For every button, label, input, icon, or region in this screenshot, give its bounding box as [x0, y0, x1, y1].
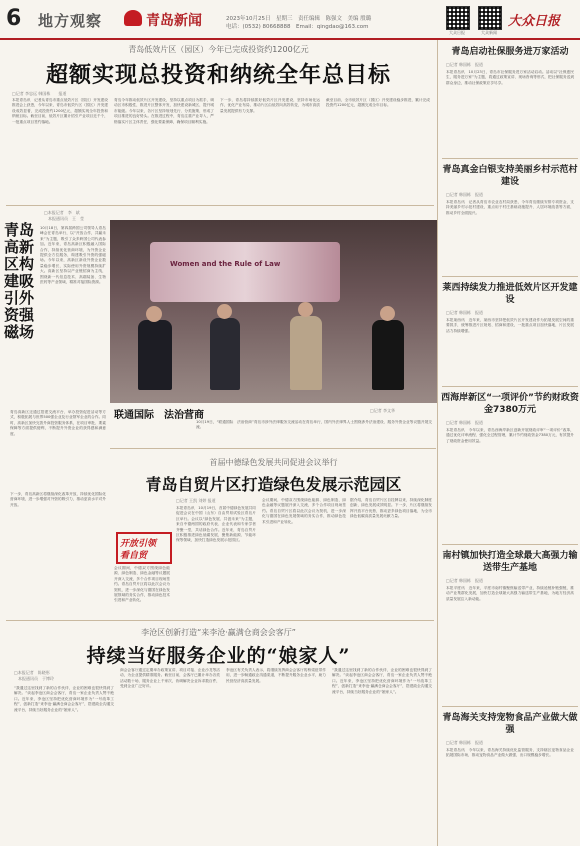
right-r6-byline: □记者 韩国栋 报道 [446, 740, 484, 745]
article3-kicker: 首届中德绿色发展共同促进会议举行 [209, 458, 338, 467]
right-r5-body: 本报平度讯 近年来，平度市南村镇聚焦输送带产业，持续延链补链强链，推动产业集群化发展，加快打造全球最大高强力输送带生产基地，为地方经济高质量发展注入新动能。 [446, 586, 574, 601]
divider [442, 706, 578, 707]
article1-body: 青岛今年推动低效片区开发建设，坚持以重点项目为抓手，调动区市积极性，推进片区整体开发，加快建设新城区，提升城市能级。今年以来，各片区坚持规划先行、分类施策，形成了项目推进的良好势头。在推进过程中，青岛注重产业导入，严格落实片区主体责任，强化要素保障，确保项目顺利实施。 [114, 98, 214, 124]
article1-kicker: 青岛低效片区（园区）今年已完成投资约1200亿元 [128, 45, 309, 54]
person-figure [138, 320, 172, 390]
divider [442, 386, 578, 387]
person-figure [210, 318, 240, 390]
person-figure [372, 320, 404, 390]
right-r3-title: 莱西持续发力推进低效片区开发建设 [442, 283, 578, 305]
right-r6-body: 本报青岛讯 今年以来，青岛海关持续优化监管服务，支持辖区宠物食品企业拓展国际市场，推动宠物食品产业做大做强，出口规模稳步增长。 [446, 748, 574, 758]
article1-body: 下一步，青岛将持续抓好低效片区开发建设，坚持市场化运作，优化产业布局，推动片区由低效向高效转变，为城市高质量发展提供有力支撑。 [220, 98, 320, 113]
article2-title: 青岛高新区构建吸引外资强磁场 [4, 221, 35, 341]
article4-byline: □本报记者 陈晓彤 本报通讯员 于博玲 [14, 670, 54, 681]
right-r2-body: 本报青岛讯 记者从青岛市农业农村局获悉，今年青岛继续安排专项资金，支持美丽乡村示范村建设，重点用于村庄基础设施提升、人居环境改善等方面，推动乡村全面振兴。 [446, 200, 574, 215]
article3-body: 据介绍，青岛自贸片区自挂牌以来，持续深化制度创新，绿色发展成效明显。下一步，片区将继续发挥开放平台优势，推动更多绿色项目落地，为全市绿色低碳高质量发展贡献力量。 [350, 498, 432, 519]
photo-caption-title: 联通国际 法治营商 [114, 410, 204, 421]
divider [6, 205, 434, 206]
article3-body: 会议期间，中德双方围绕绿色能源、绿色制造、绿色金融等议题展开深入交流，多个合作项目现场签约。青岛自贸片区将以此次会议为契机，进一步深化与德国在绿色发展领域的务实合作，推动绿色技术引进和产业转化。 [262, 498, 346, 524]
right-r3-byline: □记者 韩国栋 报道 [446, 310, 484, 315]
right-r1-title: 青岛启动社保服务进万家活动 [451, 47, 569, 57]
right-r4-title: 西海岸新区“一项评价”节约财政资金7380万元 [441, 393, 579, 415]
article4-body: 商会会客厅通过定期举办政策宣讲、项目对接、企业沙龙等活动，为企业提供精准服务。截至目前，会客厅已累计举办各类活动数十场，服务企业上千家次，协调解决企业诉求数百件，受到企业广泛好评。 [120, 668, 220, 689]
right-r2-title: 青岛真金白银支持美丽乡村示范村建设 [442, 165, 578, 187]
divider [110, 448, 436, 449]
divider [442, 158, 578, 159]
header-meta: 2023年10月25日 星期三 责任编辑 陈强文 美编 殷璐 [226, 16, 372, 22]
article2-body: 下一步，青岛高新区将继续深化改革开放，持续优化国际化营商环境，进一步增强对外资的吸引力，推动更高水平对外开放。 [10, 492, 106, 507]
section-title: 地方观察 [38, 12, 103, 30]
page-number: 6 [6, 6, 22, 31]
stage-screen [150, 242, 340, 302]
article2-body: 青岛高新区还通过搭建交流平台、举办投资促进活动等方式，积极拓展与世界500强企业及行业领军企业的合作。同时，高新区加快完善外商投资服务体系，在项目审批、要素保障等方面提供便利，不断提升外资企业的获得感和满意度。 [10, 410, 106, 436]
person-head [298, 302, 313, 317]
right-r4-body: 本报青岛讯 今年以来，青岛西海岸新区创新开展财政评审“一项评价”改革，通过优化评审流程、强化全过程管理，累计节约财政资金7380万元，有效提升了财政资金使用效益。 [446, 428, 574, 443]
divider [6, 620, 434, 621]
article2-byline: □本报记者 李 斌 本报通讯员 王 莹 [44, 210, 84, 221]
divider [442, 544, 578, 545]
article4-body: “我通过这里找到了新的合作伙伴，企业的困难也很快得到了解决。”谈起李沧区商会会客厅，青岛一家企业负责人赞不绝口。近年来，李沧区坚持把优化营商环境作为“一号改革工程”，创新打造“来李沧·赢满仓商会会客厅”，搭建政企沟通交流平台，持续当好服务企业的“娘家人”。 [332, 668, 432, 694]
person-figure [290, 316, 322, 390]
header-contact: 电话：(0532) 80668888 Email：qingdao@163.com [226, 24, 369, 30]
photo-caption: 10月19日，“联通国际 法治营商”青岛市涉外法律服务交流活动在青岛举行，国内外法律界人士围绕涉外法治建设、服务外资企业等议题开展交流。 [196, 420, 432, 430]
brand-name: 青岛新闻 [146, 13, 202, 29]
article2-body: 10月18日，第四届跨国公司领导人青岛峰会在青岛举行，以“开放合作，共赢未来”为主题，吸引了众多跨国公司代表参加。近年来，青岛高新区积极融入国际合作，持续优化营商环境，为外资企业提供全方位服务，构建吸引外资的强磁场。今年以来，高新区新设外资企业数量稳步增长，实际使用外资规模持续扩大。高新区坚持以产业链招商为主线，围绕新一代信息技术、高端装备、生物医药等产业领域，精准对接国际资源。 [40, 226, 106, 285]
event-photo [110, 220, 437, 403]
masthead: 大众日报 [508, 14, 561, 29]
screen-text: Women and the Rule of Law [170, 260, 281, 268]
article3-body: 会议期间，中德双方围绕绿色能源、绿色制造、绿色金融等议题展开深入交流，多个合作项目现场签约。青岛自贸片区将以此次会议为契机，进一步深化与德国在绿色发展领域的务实合作，推动绿色技术引进和产业转化。 [114, 566, 170, 603]
qr-label: 大众新闻 [481, 30, 497, 35]
qr-code-icon [446, 6, 470, 30]
person-head [217, 304, 232, 319]
right-r3-body: 本报莱西讯 近年来，莱西市坚持把低效片区开发建设作为拓展发展空间的重要抓手，统筹推进片区规划、招商和建设，一批重点项目加快落地，片区发展活力持续增强。 [446, 318, 574, 333]
right-r4-byline: □记者 韩国栋 报道 [446, 420, 484, 425]
right-r5-byline: □记者 韩国栋 报道 [446, 578, 484, 583]
article3-headline: 青岛自贸片区打造绿色发展示范园区 [145, 475, 402, 494]
column-divider [437, 40, 438, 846]
right-r5-title: 南村镇加快打造全球最大高强力输送带生产基地 [442, 551, 578, 573]
person-head [146, 306, 162, 322]
zone-logo: 开放引领 看自贸 [116, 532, 172, 564]
article4-body: 李沧区有关负责人表示，将继续发挥商会会客厅的桥梁纽带作用，进一步畅通政企沟通渠道，不断提升服务企业水平，助力民营经济高质量发展。 [226, 668, 326, 683]
person-head [380, 306, 395, 321]
photo-credit: □记者 李文华 [370, 408, 396, 413]
qr-code-icon [478, 6, 502, 30]
right-r1-byline: □记者 韩国栋 报道 [446, 62, 484, 67]
right-r2-byline: □记者 韩国栋 报道 [446, 192, 484, 197]
article1-body: 本报青岛讯 记者从青岛市重点低效片区（园区）开发建设推进会上获悉，今年以来，青岛市低效片区（园区）开发建设成效显著，完成投资约1200亿元，超额实现全年投资和纳统目标。截至目前，低效片区累计招引产业项目近千个，一批重点项目签约落地。 [12, 98, 108, 124]
right-r1-body: 本报青岛讯 10月23日，青岛市社保服务进万家活动启动。活动以“社保惠民生，服务进万家”为主题，将通过政策宣讲、现场咨询等形式，把社保服务送到群众身边，推动社保政策应享尽享。 [446, 70, 574, 85]
article4-body: “我通过这里找到了新的合作伙伴，企业的困难也很快得到了解决。”谈起李沧区商会会客厅，青岛一家企业负责人赞不绝口。近年来，李沧区坚持把优化营商环境作为“一号改革工程”，创新打造“来李沧·赢满仓商会会客厅”，搭建政企沟通交流平台，持续当好服务企业的“娘家人”。 [14, 686, 114, 712]
article1-body: 截至目前，全市低效片区（园区）开发建设稳步推进，累计完成投资约1200亿元，超额完成全年目标。 [326, 98, 430, 108]
divider [442, 276, 578, 277]
article1-byline: □记者 李忠远 韩国栋 报道 [12, 91, 67, 96]
article4-kicker: 李沧区创新打造“来李沧·赢满仓商会会客厅” [141, 628, 296, 637]
article4-headline: 持续当好服务企业的“娘家人” [86, 645, 351, 667]
right-r6-title: 青岛海关支持宠物食品产业做大做强 [442, 713, 578, 735]
article3-body: 本报青岛讯 10月19日，首届中德绿色发展共同促进会议在中国（山东）自由贸易试验区青岛片区举行。会议以“绿色发展、共创未来”为主题，来自中德两国的政府代表、企业代表和专家学者齐聚一堂，共话绿色合作。近年来，青岛自贸片区积极推进绿色低碳发展，聚焦新能源、节能环保等领域，加快打造绿色发展示范园区。 [176, 506, 256, 543]
brand-logo-icon [124, 10, 142, 26]
article3-byline: □记者 王凯 刘婷 报道 [176, 498, 216, 503]
article1-headline: 超额实现总投资和纳统全年总目标 [45, 62, 391, 88]
qr-label: 大众日报 [449, 30, 465, 35]
